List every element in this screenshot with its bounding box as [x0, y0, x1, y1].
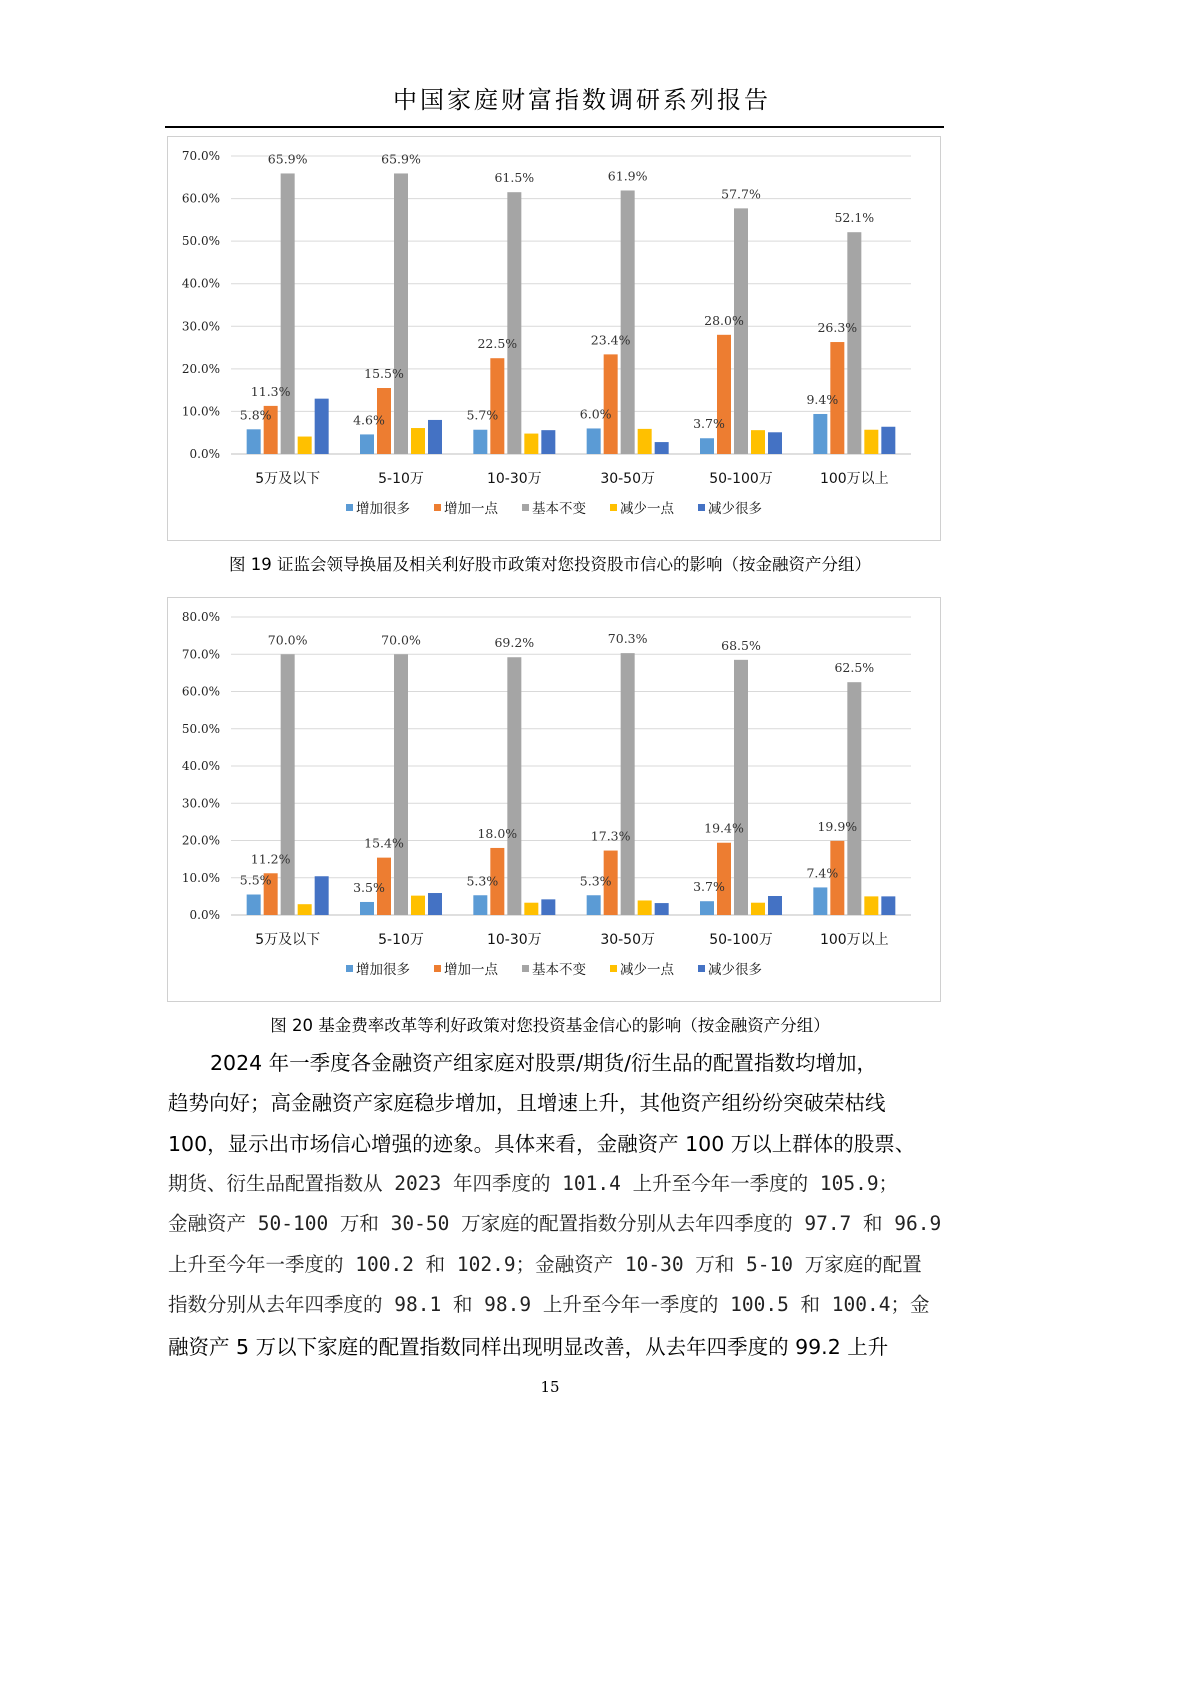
legend-label: 增加一点	[444, 962, 498, 978]
body-line-1: 2024 年一季度各金融资产组家庭对股票/期货/衍生品的配置指数均增加，	[210, 1051, 877, 1075]
body-line-4: 期货、衍生品配置指数从 2023 年四季度的 101.4 上升至今年一季度的 105.9；	[168, 1172, 899, 1195]
body-line-3: 100，显示出市场信心增强的迹象。具体来看，金融资产 100 万以上群体的股票、	[168, 1132, 916, 1156]
legend-swatch	[522, 965, 529, 972]
y-tick-label: 10.0%	[181, 870, 220, 885]
bar	[281, 654, 295, 915]
data-label: 3.5%	[353, 879, 385, 895]
figure-19-caption: 图 19 证监会领导换届及相关利好股市政策对您投资股市信心的影响（按金融资产分组）	[229, 555, 871, 574]
x-tick-label: 10-30万	[486, 471, 542, 487]
body-line-6: 上升至今年一季度的 100.2 和 102.9；金融资产 10-30 万和 5-10 万家庭的配置	[168, 1253, 922, 1276]
bar	[524, 903, 538, 915]
bar	[247, 429, 261, 454]
bar	[881, 427, 895, 454]
bar	[473, 895, 487, 915]
data-label: 5.3%	[579, 873, 612, 889]
bar	[847, 682, 861, 915]
data-label: 9.4%	[806, 391, 839, 407]
chart-1-frame	[167, 136, 941, 541]
bar	[394, 654, 408, 915]
bar	[507, 192, 521, 454]
legend-swatch	[346, 504, 353, 511]
y-tick-label: 30.0%	[181, 796, 220, 811]
x-tick-label: 5万及以下	[255, 471, 321, 487]
bar	[473, 430, 487, 454]
bar	[490, 358, 504, 454]
chart-2-svg	[168, 598, 940, 1001]
bar	[281, 173, 295, 454]
data-label: 18.0%	[477, 825, 518, 841]
y-tick-label: 40.0%	[181, 759, 220, 773]
bar	[315, 399, 329, 454]
bar	[428, 893, 442, 915]
body-line-8: 融资产 5 万以下家庭的配置指数同样出现明显改善，从去年四季度的 99.2 上升	[168, 1335, 889, 1359]
x-tick-label: 100万以上	[819, 471, 889, 487]
data-label: 5.5%	[239, 872, 272, 888]
data-label: 5.8%	[239, 407, 272, 423]
data-label: 11.2%	[250, 851, 291, 867]
bar	[768, 432, 782, 454]
legend-swatch	[610, 965, 617, 972]
x-tick-label: 100万以上	[819, 932, 889, 948]
bar	[541, 899, 555, 915]
legend-swatch	[698, 965, 705, 972]
legend-label: 基本不变	[532, 962, 586, 978]
data-label: 68.5%	[721, 637, 761, 653]
legend-swatch	[346, 965, 353, 972]
bar	[864, 430, 878, 454]
bar	[621, 653, 635, 915]
bar	[717, 335, 731, 454]
bar	[394, 173, 408, 454]
data-label: 23.4%	[590, 332, 631, 348]
x-tick-label: 10-30万	[486, 932, 542, 948]
data-label: 70.3%	[607, 631, 648, 647]
x-tick-label: 5-10万	[378, 932, 424, 948]
legend-swatch	[434, 504, 441, 511]
bar	[655, 903, 669, 915]
x-tick-label: 30-50万	[600, 932, 656, 948]
y-tick-label: 10.0%	[181, 404, 220, 419]
data-label: 3.7%	[693, 879, 725, 895]
data-label: 5.3%	[466, 873, 499, 889]
data-label: 19.4%	[704, 820, 744, 836]
data-label: 17.3%	[590, 828, 631, 844]
bar	[411, 896, 425, 915]
y-tick-label: 20.0%	[181, 833, 220, 848]
legend-swatch	[522, 504, 529, 511]
data-label: 61.9%	[607, 168, 648, 184]
bar	[411, 428, 425, 454]
y-tick-label: 70.0%	[181, 149, 220, 163]
legend-label: 增加很多	[356, 501, 410, 517]
data-label: 52.1%	[834, 210, 875, 226]
bar	[621, 190, 635, 454]
legend-label: 减少很多	[708, 501, 762, 517]
body-line-7: 指数分别从去年四季度的 98.1 和 98.9 上升至今年一季度的 100.5 和 100.4；金	[168, 1293, 930, 1316]
bar	[507, 657, 521, 915]
data-label: 15.4%	[364, 835, 404, 851]
legend-label: 减少一点	[620, 962, 674, 978]
x-tick-label: 50-100万	[709, 932, 773, 948]
legend-label: 增加一点	[444, 501, 498, 517]
bar	[813, 887, 827, 915]
data-label: 69.2%	[494, 635, 535, 651]
bar	[360, 902, 374, 915]
legend-label: 减少一点	[620, 501, 674, 517]
y-tick-label: 40.0%	[181, 276, 220, 291]
page-number: 15	[540, 1378, 560, 1396]
bar	[734, 208, 748, 454]
legend-swatch	[610, 504, 617, 511]
bar	[700, 901, 714, 915]
data-label: 57.7%	[721, 186, 761, 202]
body-line-5: 金融资产 50-100 万和 30-50 万家庭的配置指数分别从去年四季度的 97.7 和 96.9	[168, 1212, 942, 1235]
data-label: 70.0%	[267, 632, 308, 648]
x-tick-label: 50-100万	[709, 471, 773, 487]
y-tick-label: 0.0%	[189, 908, 220, 922]
x-tick-label: 5万及以下	[255, 932, 321, 948]
data-label: 26.3%	[817, 320, 858, 336]
bar	[298, 437, 312, 454]
chart-1-svg	[168, 137, 940, 540]
bar	[587, 895, 601, 915]
data-label: 61.5%	[494, 170, 535, 186]
body-line-2: 趋势向好；高金融资产家庭稳步增加，且增速上升，其他资产组纷纷突破荣枯线	[168, 1091, 886, 1115]
y-tick-label: 0.0%	[189, 447, 220, 461]
data-label: 19.9%	[817, 818, 858, 834]
header-rule	[165, 126, 944, 128]
y-tick-label: 50.0%	[181, 721, 220, 736]
y-tick-label: 60.0%	[181, 684, 220, 699]
data-label: 11.3%	[250, 383, 291, 399]
legend-swatch	[434, 965, 441, 972]
data-label: 7.4%	[806, 865, 839, 881]
bar	[638, 429, 652, 454]
y-tick-label: 60.0%	[181, 191, 220, 206]
legend-swatch	[698, 504, 705, 511]
data-label: 15.5%	[364, 366, 404, 382]
data-label: 62.5%	[834, 660, 875, 676]
bar	[360, 434, 374, 454]
data-label: 4.6%	[353, 412, 385, 428]
legend-label: 基本不变	[532, 501, 586, 517]
data-label: 6.0%	[579, 406, 612, 422]
bar	[847, 232, 861, 454]
chart-2-frame	[167, 597, 941, 1002]
bar	[428, 420, 442, 454]
bar	[604, 354, 618, 454]
x-tick-label: 5-10万	[378, 471, 424, 487]
data-label: 70.0%	[381, 632, 421, 648]
y-tick-label: 20.0%	[181, 361, 220, 376]
bar	[655, 442, 669, 454]
data-label: 3.7%	[693, 416, 725, 432]
bar	[315, 876, 329, 915]
data-label: 22.5%	[477, 336, 518, 352]
bar	[864, 896, 878, 915]
figure-20-caption: 图 20 基金费率改革等利好政策对您投资基金信心的影响（按金融资产分组）	[270, 1016, 830, 1035]
bar	[298, 904, 312, 915]
y-tick-label: 50.0%	[181, 234, 220, 249]
bar	[700, 438, 714, 454]
data-label: 5.7%	[466, 407, 499, 423]
data-label: 65.9%	[267, 151, 308, 167]
bar	[751, 430, 765, 454]
y-tick-label: 70.0%	[181, 647, 220, 662]
data-label: 28.0%	[704, 312, 744, 328]
y-tick-label: 30.0%	[181, 319, 220, 334]
report-header-title: 中国家庭财富指数调研系列报告	[393, 86, 771, 114]
bar	[524, 434, 538, 454]
bar	[751, 903, 765, 915]
bar	[734, 660, 748, 915]
x-tick-label: 30-50万	[600, 471, 656, 487]
bar	[813, 414, 827, 454]
legend-label: 减少很多	[708, 962, 762, 978]
bar	[587, 428, 601, 454]
bar	[541, 430, 555, 454]
data-label: 65.9%	[381, 151, 421, 167]
bar	[247, 895, 261, 915]
legend-label: 增加很多	[356, 962, 410, 978]
bar	[768, 896, 782, 915]
bar	[638, 900, 652, 915]
bar	[881, 896, 895, 915]
y-tick-label: 80.0%	[181, 610, 220, 624]
